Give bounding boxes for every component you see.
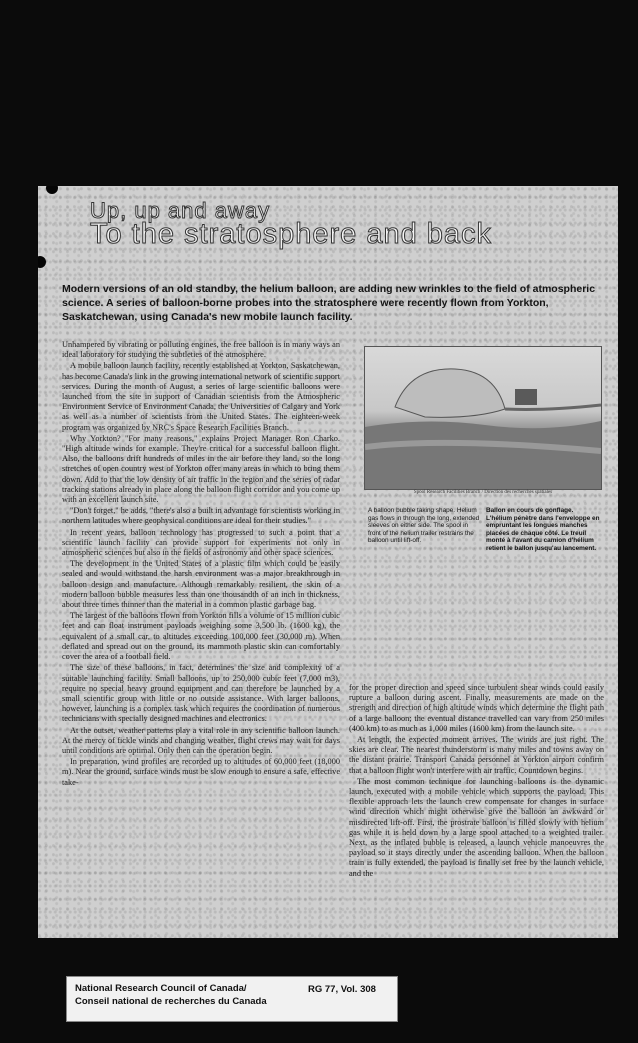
paragraph: In recent years, balloon technology has progressed to such a point that a scientific launch facility can provide support for experiments not only in atmospheric sciences but also in the fields of astronomy and other space sciences. xyxy=(62,527,340,558)
helium-trailer-shape xyxy=(515,389,537,405)
left-column xyxy=(62,340,340,789)
paragraph: The largest of the balloons flown from Yorkton fills a volume of 15 million cubic feet and can float instrument payloads weighing some 3,500 lb. (1600 kg), the equivalent of a small car, to altitudes exceeding 100,000 feet (30,000 m). When deflated and spread out on the ground, its mammoth plastic skin can comfortably cover the area of a football field. xyxy=(62,611,340,662)
article-deck: Modern versions of an old standby, the helium balloon, are adding new wrinkles to the field of atmospheric science. A series of balloon-borne probes into the stratosphere were recently flown from Yorkton, Saskatchewan, using Canada's new mobile launch facility. xyxy=(62,283,596,323)
balloon-photo-image xyxy=(365,347,601,489)
ground-shape xyxy=(365,421,601,489)
paragraph: The most common technique for launching balloons is the dynamic launch, executed with a mobile vehicle which supports the payload. This flexible approach lets the launch crew compensate for changes in surface wind direction which might otherwise give the balloon an awkward or misdirected lift-off. First, the prostrate balloon is filled slowly with helium gas while it is held down by a large spool attached to a weighted trailer. Next, as the inflated bubble is released, a launch vehicle manoeuvres the payload so it stays directly under the ascending balloon. When the balloon train is fully extended, the payload is finally set free by the launch vehicle, and the xyxy=(349,776,604,878)
paragraph: The size of these balloons, in fact, determines the size and complexity of a suitable launching facility. Small balloons, up to 250,000 cubic feet (7,000 m3), require no special heavy ground equipment and can therefore be launched by a small scientific group with little or no outside assistance. With larger balloons, however, launching is a complex task which requires the coordination of numerous technicians with specially designed machines and electronics. xyxy=(62,663,340,724)
balloon-sleeve-shape xyxy=(505,405,601,410)
punch-hole xyxy=(38,256,46,268)
paragraph: A mobile balloon launch facility, recently established at Yorkton, Saskatchewan, has become Canada's link in the growing international network of scientific support services. During the month of August, a series of large scientific balloons were launched from the site in support of Canadian scientists from the Atmospheric Environment Service of Environment Canada, the Universities of Calgary and York as well as a number of scientists from the United States. The eighteen-week program was organized by NRC's Space Research Facilities Branch. xyxy=(62,361,340,432)
paragraph: Why Yorkton? "For many reasons," explains Project Manager Ron Charko. "High altitude winds for example. They're critical for a successful balloon flight. Also, the balloons drift hundreds of miles in the air before they land, so the long stretches of open country west of Yorkton offer many areas in which to bring them down. Add to that the low density of air traffic in the region and the series of radar tracking stations already in place along the balloon flight corridor and you come up with an excellent launch site. xyxy=(62,433,340,505)
paragraph: for the proper direction and speed since turbulent shear winds could easily rupture a balloon during ascent. Finally, measurements are made on the strength and direction of high altitude winds which determine the flight path of a large balloon; the eventual distance travelled can vary from 250 miles (400 km) to as much as 1,000 miles (1600 km) from the launch site. xyxy=(349,683,604,733)
paragraph: At the outset, weather patterns play a vital role in any scientific balloon launch. At the mercy of fickle winds and changing weather, flight crews may wait for days until conditions are optimal. Only then can the operation begin. xyxy=(62,725,340,755)
archive-label xyxy=(66,976,398,1022)
balloon-bubble-shape xyxy=(395,369,505,417)
paragraph: At length, the expected moment arrives. The winds are just right. The skies are clear. The nearest thunderstorm is many miles and towns away on the distant prairie. Transport Canada personnel at Yorkton airport confirm that a balloon flight won't interfere with air traffic. Countdown begins. xyxy=(349,735,604,775)
photo-caption-english: A balloon bubble taking shape. Helium gas flows in through the long, extended sleeves on either side. The spool in front of the helium trailer restrains the balloon until lift-off. xyxy=(368,507,480,545)
paragraph: The development in the United States of a plastic film which could be easily sealed and would withstand the harsh environment was a major breakthrough in balloon design and manufacture. Although remarkably resilient, the skin of a modern balloon bubble measures less than one thousandth of an inch in thickness, about three times thinner than the material in a common plastic garbage bag. xyxy=(62,559,340,610)
photo-credit: Spool Research Facilities Branch / Direction des recherches spatiales xyxy=(413,490,553,495)
scanned-page xyxy=(38,186,618,938)
article-kicker: Up, up and away xyxy=(90,198,271,223)
archive-org-french: Conseil national de recherches du Canada xyxy=(75,996,267,1007)
archive-org-english: National Research Council of Canada/ xyxy=(75,983,247,994)
paragraph: "Don't forget," he adds, "there's also a built in advantage for scientists working in northern latitudes where geophysical conditions are ideal for their studies." xyxy=(62,506,340,526)
paragraph: Unhampered by vibrating or polluting engines, the free balloon is in many ways an ideal laboratory for studying the subtleties of the atmosphere. xyxy=(62,340,340,360)
article-headline: To the stratosphere and back xyxy=(90,218,493,250)
punch-hole xyxy=(46,186,58,194)
balloon-photo xyxy=(364,346,602,490)
archive-reference: RG 77, Vol. 308 xyxy=(308,984,376,995)
right-column xyxy=(349,683,604,880)
photo-caption-french: Ballon en cours de gonflage. L'hélium pénètre dans l'enveloppe en empruntant les longues manches placées de chaque côté. Le treuil monté à l'avant du camion d'hélium retient le ballon jusqu'au lancement. xyxy=(486,507,600,552)
paragraph: In preparation, wind profiles are recorded up to altitudes of 60,000 feet (18,000 m). Near the ground, surface winds must be slow enough to ensure a safe, effective take- xyxy=(62,757,340,787)
